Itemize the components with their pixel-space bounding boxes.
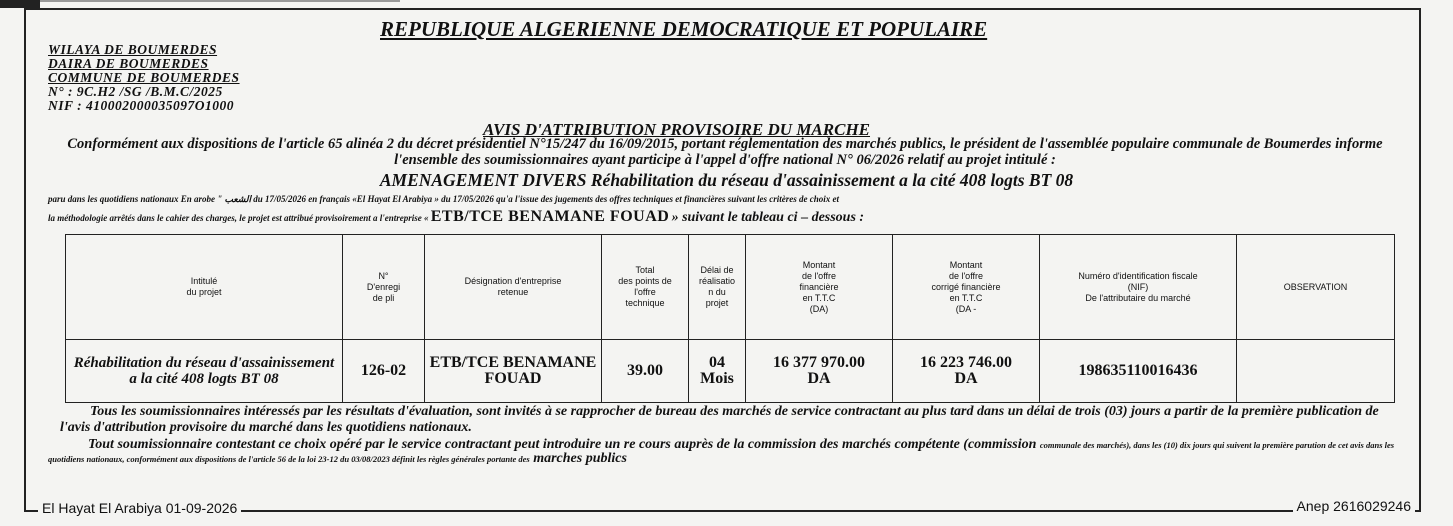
reference-number: N° : 9C.H2 /SG /B.M.C/2025 xyxy=(48,84,223,99)
header-points: Total des points de l'offre technique xyxy=(602,235,689,340)
cell-observation xyxy=(1237,340,1395,403)
attribution-table xyxy=(65,234,1395,403)
publication-line: paru dans les quotidiens nationaux En arobe " الشعب du 17/05/2026 en français «El Hayat El Arabiya » du 17/05/2026 qu'a l'issue des jugements des offres techniques et financières suivant les critères de choix et xyxy=(48,194,840,204)
project-title: AMENAGEMENT DIVERS Réhabilitation du réseau d'assainissement a la cité 408 logts BT 08 xyxy=(379,170,1074,190)
appeal-paragraph xyxy=(48,438,1398,466)
daira-line: DAIRA DE BOUMERDES xyxy=(48,56,209,71)
header-company: Désignation d'entreprise retenue xyxy=(425,235,602,340)
cell-delay: 04 Mois xyxy=(689,340,746,403)
cell-nif: 198635110016436 xyxy=(1040,340,1237,403)
attribution-text: la méthodologie arrêtés dans le cahier des charges, le projet est attribué provisoirement a l'entreprise « xyxy=(48,213,429,223)
wilaya-line: WILAYA DE BOUMERDES xyxy=(48,42,218,57)
republic-title: REPUBLIQUE ALGERIENNE DEMOCRATIQUE ET POPULAIRE xyxy=(380,17,988,41)
evaluation-paragraph: Tous les soumissionnaires intéressés par les résultats d'évaluation, sont invités à se rapprocher de bureau des marchés de service contractant au plus tard dans un délai de trois (03) jours a partir de la première publication de l'avis d'attribution provisoire du marché dans les quotidiens nationaux. xyxy=(60,404,1379,435)
cell-points: 39.00 xyxy=(602,340,689,403)
header-corrected-amount: Montant de l'offre corrigé financière en T.T.C (DA - xyxy=(893,235,1040,340)
appeal-small-text: communale des marchés), dans les (10) dix jours qui suivent la première parution de cet avis dans les quotidiens nationaux, conformément aux dispositions de l'article 56 de la loi 23-12 du 03/08/2023 définit les règles générales portante des xyxy=(48,440,1395,464)
admin-header xyxy=(48,43,240,113)
cell-project: Réhabilitation du réseau d'assainissement a la cité 408 logts BT 08 xyxy=(66,340,343,403)
header-delay: Délai de réalisatio n du projet xyxy=(689,235,746,340)
attributed-company: ETB/TCE BENAMANE FOUAD xyxy=(430,208,670,225)
notice-intro: Conformément aux dispositions de l'article 65 alinéa 2 du décret présidentiel N°15/247 du 16/09/2015, portant réglementation des marchés publics, le président de l'assemblée populaire communale de Boumerdes informe l'ensemble des soumissionnaires ayant participe à l'appel d'offre national N° 06/2026 relatif au projet intitulé : xyxy=(67,136,1383,168)
header-project: Intitulé du projet xyxy=(66,235,343,340)
corner-mark xyxy=(0,0,40,8)
table-header-row xyxy=(66,235,1395,340)
nif-number: NIF : 410002000035097O1000 xyxy=(48,98,235,113)
commune-line: COMMUNE DE BOUMERDES xyxy=(48,70,240,85)
header-nif: Numéro d'identification fiscale (NIF) De l'attributaire du marché xyxy=(1040,235,1237,340)
cell-registration: 126-02 xyxy=(343,340,425,403)
notice-title: AVIS D'ATTRIBUTION PROVISOIRE DU MARCHE xyxy=(483,120,871,139)
header-observation: OBSERVATION xyxy=(1237,235,1395,340)
header-registration: N° D'enregi de pli xyxy=(343,235,425,340)
header-amount: Montant de l'offre financière en T.T.C (DA) xyxy=(746,235,893,340)
cell-company: ETB/TCE BENAMANE FOUAD xyxy=(425,340,602,403)
newspaper-credit: El Hayat El Arabiya 01-09-2026 xyxy=(38,500,241,516)
appeal-text: Tout soumissionnaire contestant ce choix opéré par le service contractant peut introduire un re cours auprès de la commission des marchés compétente (commission xyxy=(88,437,1037,452)
attribution-tail: » suivant le tableau ci – dessous : xyxy=(671,210,865,225)
appeal-end: marches publics xyxy=(533,451,627,466)
cell-corrected-amount: 16 223 746.00 DA xyxy=(893,340,1040,403)
cell-amount: 16 377 970.00 DA xyxy=(746,340,893,403)
attribution-line xyxy=(48,208,864,226)
scan-artifact xyxy=(0,0,400,2)
table-row xyxy=(66,340,1395,403)
anep-reference: Anep 2616029246 xyxy=(1293,498,1415,514)
